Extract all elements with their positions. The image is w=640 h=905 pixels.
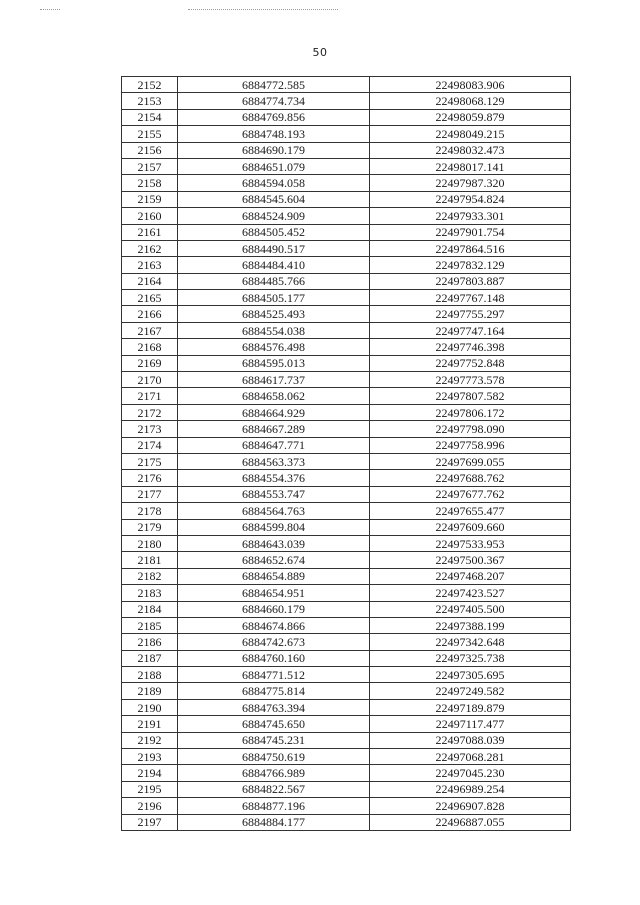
x-coordinate-cell: 6884772.585 (178, 77, 370, 93)
y-coordinate-cell: 22497767.148 (370, 290, 571, 306)
table-row (122, 732, 571, 748)
point-number-cell: 2158 (122, 175, 178, 191)
y-coordinate-cell: 22497806.172 (370, 404, 571, 420)
table-row (122, 273, 571, 289)
y-coordinate-cell: 22496887.055 (370, 814, 571, 830)
y-coordinate-cell: 22497901.754 (370, 224, 571, 240)
y-coordinate-cell: 22497117.477 (370, 716, 571, 732)
table-row (122, 437, 571, 453)
x-coordinate-cell: 6884660.179 (178, 601, 370, 617)
point-number-cell: 2177 (122, 486, 178, 502)
point-number-cell: 2181 (122, 552, 178, 568)
x-coordinate-cell: 6884774.734 (178, 93, 370, 109)
y-coordinate-cell: 22497189.879 (370, 699, 571, 715)
x-coordinate-cell: 6884594.058 (178, 175, 370, 191)
y-coordinate-cell: 22498049.215 (370, 126, 571, 142)
point-number-cell: 2183 (122, 585, 178, 601)
y-coordinate-cell: 22497832.129 (370, 257, 571, 273)
y-coordinate-cell: 22498068.129 (370, 93, 571, 109)
y-coordinate-cell: 22497045.230 (370, 765, 571, 781)
table-row (122, 339, 571, 355)
y-coordinate-cell: 22497755.297 (370, 306, 571, 322)
table-row (122, 699, 571, 715)
y-coordinate-cell: 22497746.398 (370, 339, 571, 355)
point-number-cell: 2193 (122, 749, 178, 765)
point-number-cell: 2160 (122, 208, 178, 224)
table-row (122, 175, 571, 191)
x-coordinate-cell: 6884877.196 (178, 798, 370, 814)
point-number-cell: 2185 (122, 617, 178, 633)
x-coordinate-cell: 6884595.013 (178, 355, 370, 371)
table-row (122, 126, 571, 142)
table-row (122, 781, 571, 797)
x-coordinate-cell: 6884647.771 (178, 437, 370, 453)
point-number-cell: 2190 (122, 699, 178, 715)
point-number-cell: 2170 (122, 372, 178, 388)
x-coordinate-cell: 6884545.604 (178, 191, 370, 207)
table-row (122, 617, 571, 633)
y-coordinate-cell: 22497342.648 (370, 634, 571, 650)
table-row (122, 634, 571, 650)
y-coordinate-cell: 22498059.879 (370, 109, 571, 125)
x-coordinate-cell: 6884564.763 (178, 503, 370, 519)
table-row (122, 453, 571, 469)
y-coordinate-cell: 22497933.301 (370, 208, 571, 224)
table-row (122, 322, 571, 338)
table-row (122, 749, 571, 765)
y-coordinate-cell: 22497807.582 (370, 388, 571, 404)
y-coordinate-cell: 22497533.953 (370, 535, 571, 551)
table-row (122, 568, 571, 584)
point-number-cell: 2168 (122, 339, 178, 355)
table-row (122, 535, 571, 551)
point-number-cell: 2178 (122, 503, 178, 519)
point-number-cell: 2195 (122, 781, 178, 797)
point-number-cell: 2156 (122, 142, 178, 158)
y-coordinate-cell: 22497752.848 (370, 355, 571, 371)
y-coordinate-cell: 22497468.207 (370, 568, 571, 584)
point-number-cell: 2173 (122, 421, 178, 437)
table-row (122, 503, 571, 519)
y-coordinate-cell: 22497305.695 (370, 667, 571, 683)
x-coordinate-cell: 6884484.410 (178, 257, 370, 273)
point-number-cell: 2191 (122, 716, 178, 732)
table-row (122, 519, 571, 535)
point-number-cell: 2189 (122, 683, 178, 699)
point-number-cell: 2186 (122, 634, 178, 650)
point-number-cell: 2171 (122, 388, 178, 404)
table-row (122, 224, 571, 240)
y-coordinate-cell: 22498083.906 (370, 77, 571, 93)
x-coordinate-cell: 6884664.929 (178, 404, 370, 420)
x-coordinate-cell: 6884745.650 (178, 716, 370, 732)
y-coordinate-cell: 22497758.996 (370, 437, 571, 453)
table-row (122, 290, 571, 306)
table-row (122, 388, 571, 404)
page-number: 50 (312, 46, 328, 59)
table-row (122, 667, 571, 683)
x-coordinate-cell: 6884505.177 (178, 290, 370, 306)
point-number-cell: 2182 (122, 568, 178, 584)
table-row (122, 240, 571, 256)
y-coordinate-cell: 22498017.141 (370, 158, 571, 174)
x-coordinate-cell: 6884766.989 (178, 765, 370, 781)
x-coordinate-cell: 6884667.289 (178, 421, 370, 437)
x-coordinate-cell: 6884769.856 (178, 109, 370, 125)
table-row (122, 765, 571, 781)
table-row (122, 486, 571, 502)
point-number-cell: 2161 (122, 224, 178, 240)
point-number-cell: 2174 (122, 437, 178, 453)
y-coordinate-cell: 22497773.578 (370, 372, 571, 388)
y-coordinate-cell: 22497864.516 (370, 240, 571, 256)
y-coordinate-cell: 22497677.762 (370, 486, 571, 502)
x-coordinate-cell: 6884654.951 (178, 585, 370, 601)
point-number-cell: 2188 (122, 667, 178, 683)
table-row (122, 470, 571, 486)
x-coordinate-cell: 6884775.814 (178, 683, 370, 699)
point-number-cell: 2179 (122, 519, 178, 535)
y-coordinate-cell: 22497249.582 (370, 683, 571, 699)
y-coordinate-cell: 22497699.055 (370, 453, 571, 469)
point-number-cell: 2152 (122, 77, 178, 93)
point-number-cell: 2192 (122, 732, 178, 748)
x-coordinate-cell: 6884690.179 (178, 142, 370, 158)
x-coordinate-cell: 6884617.737 (178, 372, 370, 388)
x-coordinate-cell: 6884745.231 (178, 732, 370, 748)
x-coordinate-cell: 6884525.493 (178, 306, 370, 322)
point-number-cell: 2153 (122, 93, 178, 109)
table-row (122, 109, 571, 125)
point-number-cell: 2163 (122, 257, 178, 273)
x-coordinate-cell: 6884674.866 (178, 617, 370, 633)
x-coordinate-cell: 6884750.619 (178, 749, 370, 765)
coordinates-table-body (122, 77, 571, 831)
x-coordinate-cell: 6884563.373 (178, 453, 370, 469)
x-coordinate-cell: 6884748.193 (178, 126, 370, 142)
x-coordinate-cell: 6884651.079 (178, 158, 370, 174)
table-row (122, 552, 571, 568)
point-number-cell: 2194 (122, 765, 178, 781)
x-coordinate-cell: 6884524.909 (178, 208, 370, 224)
x-coordinate-cell: 6884654.889 (178, 568, 370, 584)
table-row (122, 650, 571, 666)
point-number-cell: 2197 (122, 814, 178, 830)
y-coordinate-cell: 22497088.039 (370, 732, 571, 748)
point-number-cell: 2180 (122, 535, 178, 551)
point-number-cell: 2162 (122, 240, 178, 256)
x-coordinate-cell: 6884490.517 (178, 240, 370, 256)
table-row (122, 77, 571, 93)
y-coordinate-cell: 22497688.762 (370, 470, 571, 486)
y-coordinate-cell: 22497798.090 (370, 421, 571, 437)
table-row (122, 142, 571, 158)
table-row (122, 372, 571, 388)
y-coordinate-cell: 22497609.660 (370, 519, 571, 535)
table-row (122, 585, 571, 601)
y-coordinate-cell: 22497954.824 (370, 191, 571, 207)
y-coordinate-cell: 22497423.527 (370, 585, 571, 601)
x-coordinate-cell: 6884742.673 (178, 634, 370, 650)
x-coordinate-cell: 6884822.567 (178, 781, 370, 797)
point-number-cell: 2167 (122, 322, 178, 338)
point-number-cell: 2157 (122, 158, 178, 174)
x-coordinate-cell: 6884554.376 (178, 470, 370, 486)
table-row (122, 421, 571, 437)
x-coordinate-cell: 6884763.394 (178, 699, 370, 715)
x-coordinate-cell: 6884505.452 (178, 224, 370, 240)
y-coordinate-cell: 22497325.738 (370, 650, 571, 666)
x-coordinate-cell: 6884652.674 (178, 552, 370, 568)
table-row (122, 601, 571, 617)
point-number-cell: 2176 (122, 470, 178, 486)
table-row (122, 191, 571, 207)
point-number-cell: 2169 (122, 355, 178, 371)
x-coordinate-cell: 6884599.804 (178, 519, 370, 535)
x-coordinate-cell: 6884643.039 (178, 535, 370, 551)
point-number-cell: 2166 (122, 306, 178, 322)
table-row (122, 93, 571, 109)
y-coordinate-cell: 22497500.367 (370, 552, 571, 568)
scan-artifact (188, 9, 338, 11)
y-coordinate-cell: 22497068.281 (370, 749, 571, 765)
x-coordinate-cell: 6884884.177 (178, 814, 370, 830)
table-row (122, 158, 571, 174)
point-number-cell: 2175 (122, 453, 178, 469)
point-number-cell: 2164 (122, 273, 178, 289)
table-row (122, 683, 571, 699)
table-row (122, 208, 571, 224)
y-coordinate-cell: 22496907.828 (370, 798, 571, 814)
y-coordinate-cell: 22497987.320 (370, 175, 571, 191)
y-coordinate-cell: 22497747.164 (370, 322, 571, 338)
table-row (122, 716, 571, 732)
point-number-cell: 2159 (122, 191, 178, 207)
x-coordinate-cell: 6884760.160 (178, 650, 370, 666)
point-number-cell: 2184 (122, 601, 178, 617)
x-coordinate-cell: 6884771.512 (178, 667, 370, 683)
x-coordinate-cell: 6884485.766 (178, 273, 370, 289)
point-number-cell: 2155 (122, 126, 178, 142)
table-row (122, 355, 571, 371)
x-coordinate-cell: 6884554.038 (178, 322, 370, 338)
x-coordinate-cell: 6884658.062 (178, 388, 370, 404)
y-coordinate-cell: 22497655.477 (370, 503, 571, 519)
y-coordinate-cell: 22497803.887 (370, 273, 571, 289)
point-number-cell: 2196 (122, 798, 178, 814)
point-number-cell: 2154 (122, 109, 178, 125)
table-row (122, 257, 571, 273)
y-coordinate-cell: 22496989.254 (370, 781, 571, 797)
point-number-cell: 2172 (122, 404, 178, 420)
point-number-cell: 2165 (122, 290, 178, 306)
x-coordinate-cell: 6884553.747 (178, 486, 370, 502)
table-row (122, 814, 571, 830)
table-row (122, 404, 571, 420)
y-coordinate-cell: 22497405.500 (370, 601, 571, 617)
y-coordinate-cell: 22498032.473 (370, 142, 571, 158)
coordinates-table (121, 76, 571, 831)
table-row (122, 306, 571, 322)
x-coordinate-cell: 6884576.498 (178, 339, 370, 355)
y-coordinate-cell: 22497388.199 (370, 617, 571, 633)
table-row (122, 798, 571, 814)
point-number-cell: 2187 (122, 650, 178, 666)
scan-artifact (40, 9, 60, 11)
